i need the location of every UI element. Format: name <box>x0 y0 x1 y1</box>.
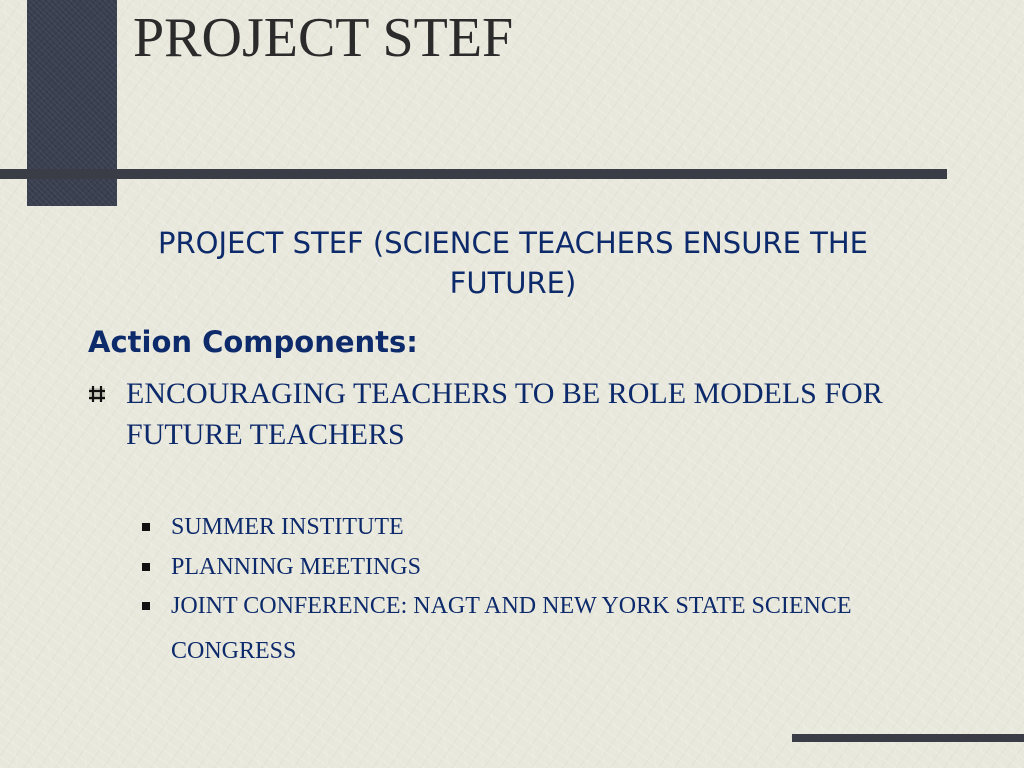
slide-title: PROJECT STEF <box>133 7 514 69</box>
sub-bullet-text: PLANNING MEETINGS <box>171 554 421 580</box>
title-divider <box>0 169 947 179</box>
list-item <box>140 584 900 674</box>
sub-bullet-text: SUMMER INSTITUTE <box>171 514 404 540</box>
list-item <box>140 547 900 587</box>
list-item <box>140 507 900 547</box>
square-bullet-icon <box>142 523 150 531</box>
sub-bullet-list <box>140 507 900 674</box>
hash-bullet-icon <box>88 385 106 403</box>
square-bullet-icon <box>142 602 150 610</box>
square-bullet-icon <box>142 563 150 571</box>
section-heading: Action Components: <box>88 325 418 359</box>
slide-subtitle: PROJECT STEF (SCIENCE TEACHERS ENSURE THE FUTURE) <box>158 226 868 300</box>
main-bullet-text: ENCOURAGING TEACHERS TO BE ROLE MODELS FOR FUTURE TEACHERS <box>126 377 883 451</box>
bottom-divider <box>792 734 1024 742</box>
sub-bullet-text: JOINT CONFERENCE: NAGT AND NEW YORK STATE SCIENCE CONGRESS <box>171 593 852 664</box>
